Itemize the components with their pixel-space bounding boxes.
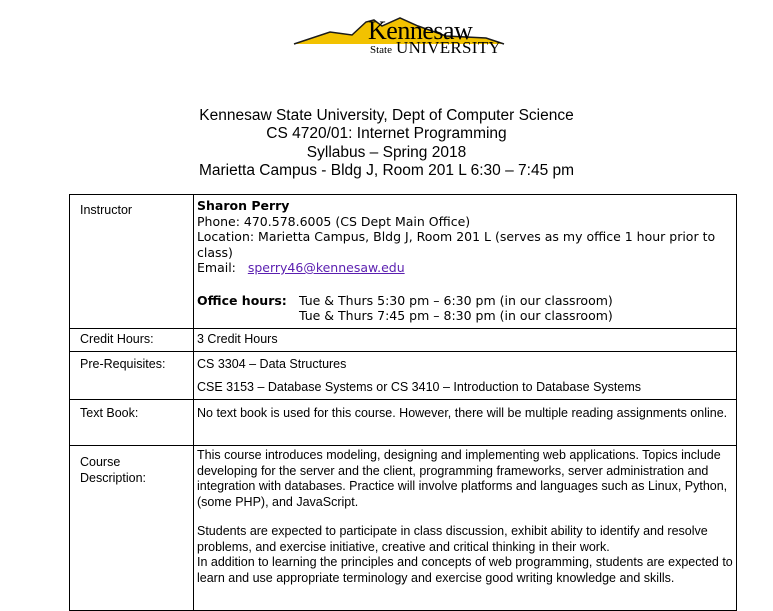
- instructor-details: [194, 195, 737, 329]
- description-paragraph-2: Students are expected to participate in class discussion, exhibit ability to identify and resolve problems, and exercise initiative, creative and critical thinking in their work.: [197, 524, 708, 554]
- logo-state-text: State: [370, 44, 392, 56]
- instructor-location: Location: Marietta Campus, Bldg J, Room 201 L (serves as my office 1 hour prior to class): [197, 229, 716, 260]
- prerequisite-1: CS 3304 – Data Structures: [197, 357, 347, 371]
- credit-hours-row: [70, 328, 737, 352]
- syllabus-table: [69, 194, 737, 611]
- instructor-phone: Phone: 470.578.6005 (CS Dept Main Office): [197, 213, 471, 229]
- instructor-row: [70, 195, 737, 329]
- textbook-row: [70, 400, 737, 446]
- office-hours-1: Tue & Thurs 5:30 pm – 6:30 pm (in our classroom): [298, 292, 613, 308]
- textbook-value: No text book is used for this course. However, there will be multiple reading assignments online.: [194, 400, 737, 446]
- prerequisites-row: [70, 352, 737, 400]
- office-hours-line-2: [197, 308, 733, 324]
- logo-kennesaw-text: Kennesaw: [368, 16, 473, 45]
- office-hours-line-1: [197, 293, 733, 309]
- logo-university-text: UNIVERSITY: [396, 38, 501, 57]
- prerequisite-2: CSE 3153 – Database Systems or CS 3410 – Introduction to Database Systems: [197, 379, 641, 394]
- course-description-value: [194, 446, 737, 611]
- university-logo: [290, 12, 530, 62]
- instructor-email-line: [197, 260, 733, 276]
- email-label: Email:: [197, 260, 236, 275]
- credit-hours-value: 3 Credit Hours: [194, 328, 737, 352]
- course-description-label-text: Course Description:: [80, 455, 146, 485]
- instructor-label: Instructor: [70, 195, 194, 329]
- instructor-name: Sharon Perry: [197, 198, 290, 213]
- office-hours-2: Tue & Thurs 7:45 pm – 8:30 pm (in our classroom): [298, 308, 613, 323]
- header-course: CS 4720/01: Internet Programming: [266, 125, 507, 142]
- header-term: Syllabus – Spring 2018: [306, 144, 467, 161]
- header-university: Kennesaw State University, Dept of Computer Science: [199, 107, 574, 124]
- header-location: Marietta Campus - Bldg J, Room 201 L 6:30 – 7:45 pm: [198, 162, 575, 179]
- prerequisites-label: Pre-Requisites:: [70, 352, 194, 400]
- description-paragraph-1: This course introduces modeling, designing and implementing web applications. Topics include developing for the server and the client, programming frameworks, server administration and integration with databases. Practice will involve platforms and languages such as Linux, Python, (some PHP), and JavaScript.: [197, 448, 728, 509]
- course-description-label: [70, 446, 194, 611]
- prerequisites-values: [194, 352, 737, 400]
- course-description-row: [70, 446, 737, 611]
- office-hours-label: Office hours:: [197, 292, 287, 308]
- textbook-label: Text Book:: [70, 400, 194, 446]
- description-paragraph-3: In addition to learning the principles and concepts of web programming, students are expected to learn and use appropriate terminology and exercise good writing knowledge and skills.: [197, 555, 733, 585]
- email-link[interactable]: sperry46@kennesaw.edu: [247, 260, 405, 275]
- credit-hours-label: Credit Hours:: [70, 328, 194, 352]
